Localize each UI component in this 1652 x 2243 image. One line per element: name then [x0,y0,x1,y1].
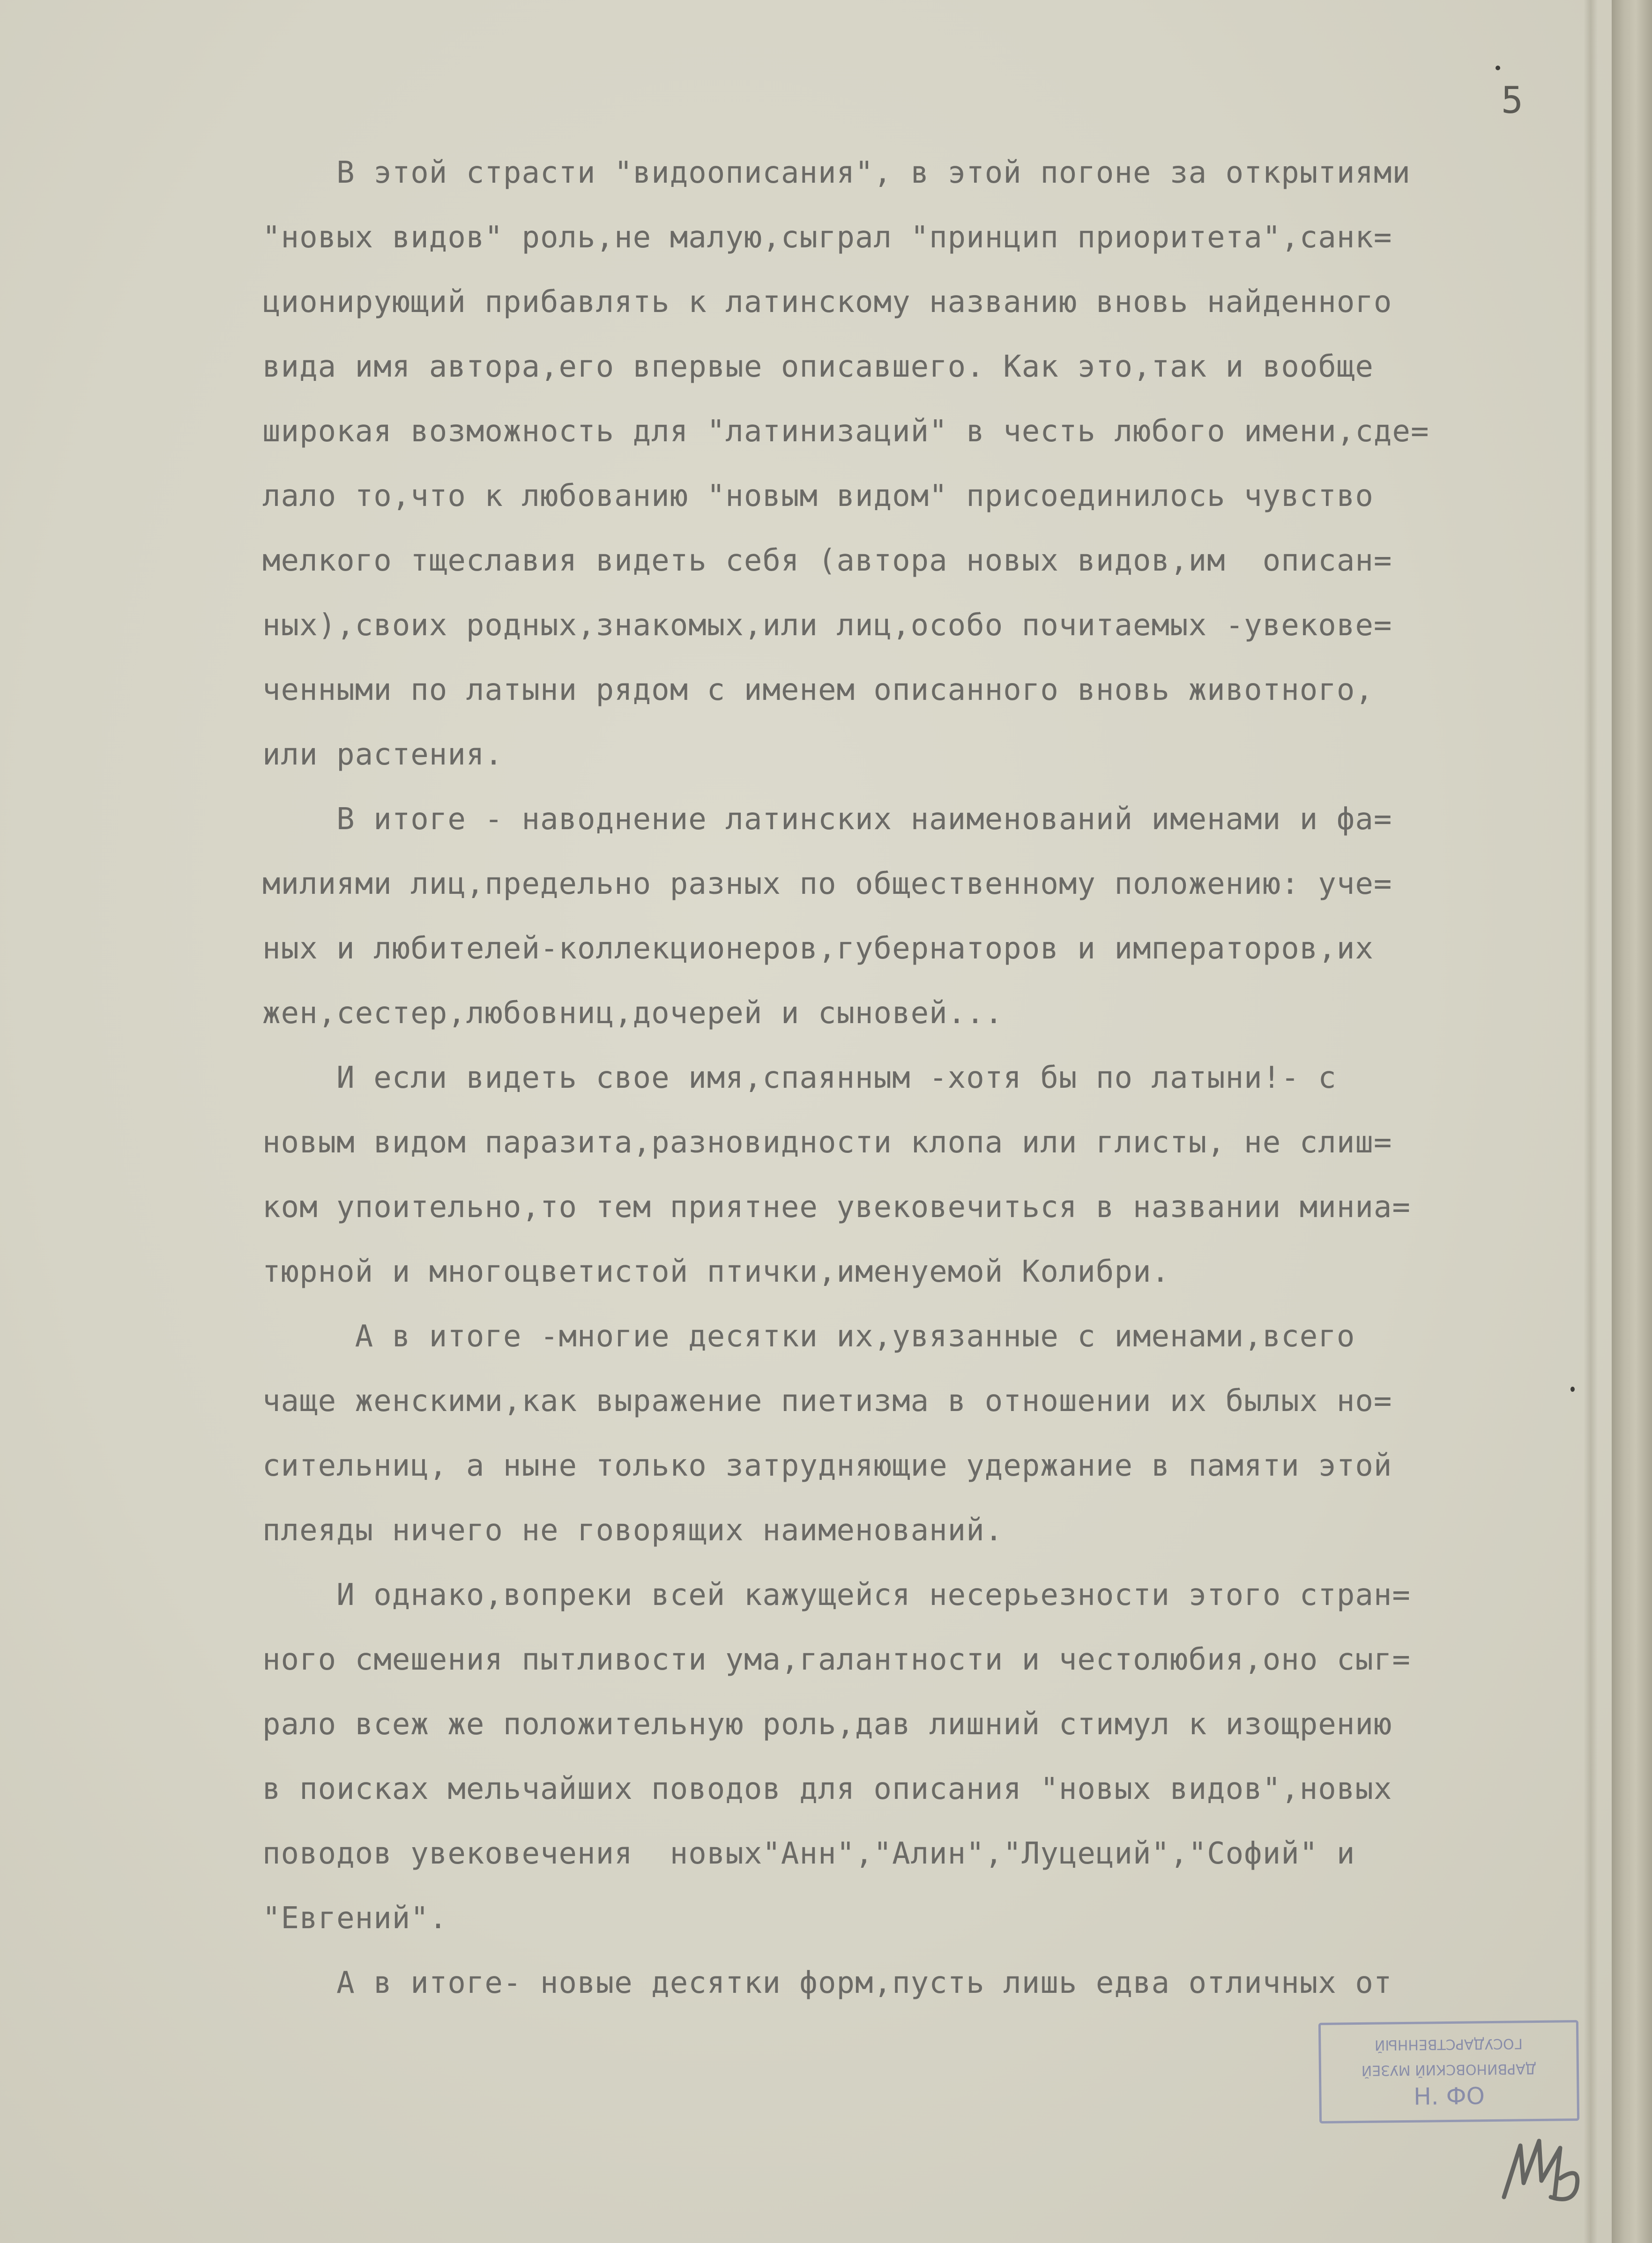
adjacent-page-edge [1612,0,1652,2243]
text-line: поводов увековечения новых"Анн","Алин","Луцеций","Софий" и [262,1836,1355,1871]
text-line: жен,сестер,любовниц,дочерей и сыновей... [262,996,1004,1031]
page-fold-shadow [1584,0,1598,2243]
ink-speck [1570,1387,1575,1392]
text-line: чаще женскими,как выражение пиетизма в отношении их былых но= [262,1384,1392,1419]
text-line: новым видом паразита,разновидности клопа или глисты, не слиш= [262,1125,1392,1160]
page-number: 5 [1501,80,1523,122]
text-line: ных и любителей-коллекционеров,губернаторов и императоров,их [262,931,1374,966]
text-line: мелкого тщеславия видеть себя (автора новых видов,им описан= [262,543,1392,578]
text-line: И однако,вопреки всей кажущейся несерьезности этого стран= [262,1578,1411,1612]
text-line: ного смешения пытливости ума,галантности и честолюбия,оно сыг= [262,1642,1411,1677]
stamp-line: Н. ФО [1413,2082,1485,2110]
text-line: "новых видов" роль,не малую,сыграл "принцип приоритета",санк= [262,220,1392,255]
text-line: сительниц, а ныне только затрудняющие удержание в памяти этой [262,1448,1392,1483]
text-line: или растения. [262,737,503,772]
text-line: И если видеть свое имя,спаянным -хотя бы по латыни!- с [262,1061,1337,1095]
text-line: ционирующий прибавлять к латинскому названию вновь найденного [262,285,1392,319]
stamp-line: ДАРВИНОВСКИЙ МУЗЕЙ [1361,2060,1537,2079]
text-line: В итоге - наводнение латинских наименований именами и фа= [262,802,1392,837]
museum-stamp [1318,2020,1579,2124]
ink-speck [1496,66,1500,70]
text-line: В этой страсти "видоописания", в этой погоне за открытиями [262,156,1411,190]
text-line: А в итоге- новые десятки форм,пусть лишь едва отличных от [262,1966,1392,2000]
text-line: вида имя автора,его впервые описавшего. Как это,так и вообще [262,349,1374,384]
text-line: "Евгений". [262,1901,448,1936]
text-line: милиями лиц,предельно разных по общественному положению: уче= [262,867,1392,901]
text-line: широкая возможность для "латинизаций" в честь любого имени,сде= [262,414,1429,449]
text-line: лало то,что к любованию "новым видом" присоединилось чувство [262,479,1374,513]
text-line: рало всеж же положительную роль,дав лишний стимул к изощрению [262,1707,1392,1742]
typewritten-body [262,141,1555,2015]
text-line: ком упоительно,то тем приятнее увековечиться в названии миниа= [262,1190,1411,1225]
text-line: А в итоге -многие десятки их,увязанные с именами,всего [262,1319,1355,1354]
text-line: ченными по латыни рядом с именем описанного вновь животного, [262,673,1374,707]
text-line: плеяды ничего не говорящих наименований. [262,1513,1004,1548]
text-line: в поисках мельчайших поводов для описания "новых видов",новых [262,1772,1392,1806]
text-line: тюрной и многоцветистой птички,именуемой Колибри. [262,1255,1170,1289]
handwritten-archive-mark [1495,2127,1593,2216]
stamp-line: ГОСУДАРСТВЕННЫЙ [1374,2035,1523,2053]
text-line: ных),своих родных,знакомых,или лиц,особо почитаемых -увекове= [262,608,1392,643]
